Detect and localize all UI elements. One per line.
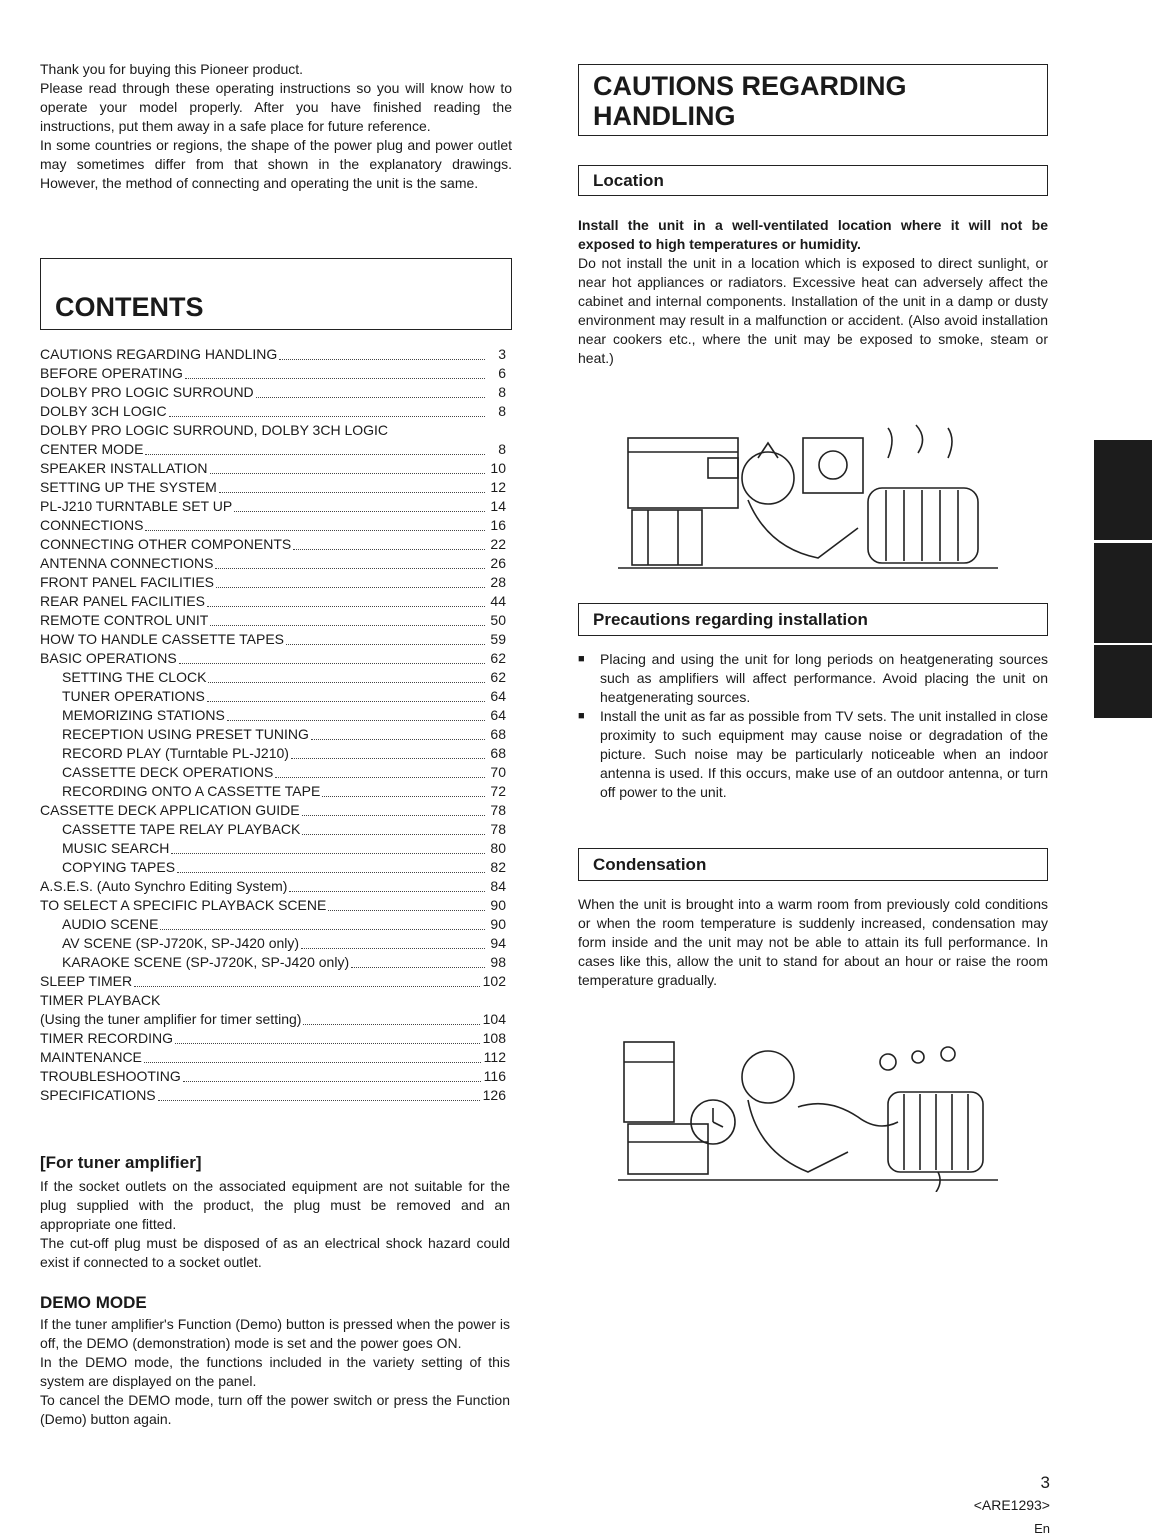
- toc-leader-dots: [227, 719, 485, 721]
- toc-entry-page: 44: [490, 593, 506, 609]
- intro-paragraph: In some countries or regions, the shape of the power plug and power outlet may sometimes differ from that shown in the explanatory drawings. However, the method of connecting and operating the unit is the same.: [40, 137, 512, 191]
- toc-entry-page: 8: [498, 384, 506, 400]
- toc-leader-dots: [210, 472, 485, 474]
- toc-entry-page: 104: [482, 1011, 506, 1027]
- toc-leader-dots: [328, 909, 485, 911]
- toc-leader-dots: [207, 605, 485, 607]
- toc-entry-title: RECORD PLAY (Turntable PL-J210): [62, 745, 289, 761]
- toc-entry-page: 68: [490, 745, 506, 761]
- toc-leader-dots: [286, 643, 485, 645]
- toc-leader-dots: [158, 1099, 480, 1101]
- toc-entry-page: 64: [490, 688, 506, 704]
- tuner-amplifier-paragraph: If the socket outlets on the associated equipment are not suitable for the plug supplied with the product, the plug must be removed and an appropriate one fitted.: [40, 1178, 510, 1232]
- toc-leader-dots: [275, 776, 485, 778]
- toc-entry-page: 8: [498, 441, 506, 457]
- toc-entry-title: CASSETTE DECK APPLICATION GUIDE: [40, 802, 300, 818]
- toc-leader-dots: [210, 624, 485, 626]
- tuner-amplifier-paragraph: The cut-off plug must be disposed of as an electrical shock hazard could exist if connected to a socket outlet.: [40, 1235, 510, 1270]
- toc-leader-dots: [216, 586, 485, 588]
- toc-leader-dots: [175, 1042, 480, 1044]
- toc-entry-title: TIMER RECORDING: [40, 1030, 173, 1046]
- toc-leader-dots: [207, 700, 485, 702]
- toc-entry-page: 26: [490, 555, 506, 571]
- toc-entry: [40, 592, 506, 611]
- location-section: [578, 216, 1048, 368]
- toc-entry: [40, 1029, 506, 1048]
- table-of-contents: [40, 345, 506, 1105]
- toc-entry-title: CONNECTIONS: [40, 517, 144, 533]
- toc-entry-title: MUSIC SEARCH: [62, 840, 170, 856]
- toc-entry: [40, 820, 506, 839]
- toc-entry-title: BEFORE OPERATING: [40, 365, 183, 381]
- toc-entry-page: 94: [490, 935, 506, 951]
- toc-leader-dots: [215, 567, 485, 569]
- toc-leader-dots: [183, 1080, 481, 1082]
- toc-entry-title: SLEEP TIMER: [40, 973, 133, 989]
- contents-title-box: [40, 258, 512, 330]
- toc-entry-title: SETTING UP THE SYSTEM: [40, 479, 217, 495]
- condensation-illustration: [618, 1032, 998, 1192]
- toc-entry-page: 8: [498, 403, 506, 419]
- toc-entry-page: 126: [482, 1087, 506, 1103]
- demo-mode-section: [40, 1293, 510, 1429]
- toc-entry: [40, 630, 506, 649]
- toc-leader-dots: [134, 985, 480, 987]
- toc-entry-page: 62: [490, 669, 506, 685]
- toc-leader-dots: [179, 662, 485, 664]
- location-bold-text: Install the unit in a well-ventilated location where it will not be exposed to high temperatures or humidity.: [578, 217, 1048, 252]
- toc-leader-dots: [208, 681, 485, 683]
- condensation-heading: Condensation: [593, 855, 707, 874]
- precautions-heading-box: [578, 603, 1048, 636]
- toc-leader-dots: [160, 928, 485, 930]
- precautions-list: [578, 650, 1048, 802]
- toc-entry-title: RECEPTION USING PRESET TUNING: [62, 726, 309, 742]
- demo-mode-paragraph: If the tuner amplifier's Function (Demo) button is pressed when the power is off, the DEMO (demonstration) mode is set and the power goes ON.: [40, 1316, 510, 1351]
- heat-illustration: [618, 418, 998, 578]
- toc-entry: [40, 459, 506, 478]
- toc-leader-dots: [144, 1061, 481, 1063]
- toc-entry: [40, 383, 506, 402]
- toc-entry-title: REAR PANEL FACILITIES: [40, 593, 205, 609]
- document-code: <ARE1293>: [973, 1497, 1050, 1513]
- toc-entry-page: 64: [490, 707, 506, 723]
- toc-entry-page: 78: [490, 802, 506, 818]
- toc-leader-dots: [302, 814, 485, 816]
- toc-entry-title: TUNER OPERATIONS: [62, 688, 205, 704]
- cautions-title-line1: CAUTIONS REGARDING: [593, 71, 907, 101]
- toc-entry-page: 6: [498, 365, 506, 381]
- toc-entry-title: DOLBY 3CH LOGIC: [40, 403, 167, 419]
- intro-section: [40, 60, 512, 193]
- toc-leader-dots: [256, 396, 485, 398]
- toc-entry-page: 108: [482, 1030, 506, 1046]
- toc-entry-title: A.S.E.S. (Auto Synchro Editing System): [40, 878, 288, 894]
- toc-entry-title: TO SELECT A SPECIFIC PLAYBACK SCENE: [40, 897, 327, 913]
- toc-entry-title: SPEAKER INSTALLATION: [40, 460, 208, 476]
- toc-entry: [40, 478, 506, 497]
- toc-entry-page: 78: [490, 821, 506, 837]
- precautions-heading: Precautions regarding installation: [593, 610, 868, 629]
- section-tab: [1094, 543, 1152, 643]
- cautions-title-line2: HANDLING: [593, 101, 736, 131]
- toc-entry: [40, 687, 506, 706]
- toc-entry: [40, 497, 506, 516]
- toc-entry-page: 70: [490, 764, 506, 780]
- toc-entry: [40, 611, 506, 630]
- toc-entry: [40, 535, 506, 554]
- toc-entry: [40, 706, 506, 725]
- cautions-title-box: [578, 64, 1048, 136]
- toc-leader-dots: [322, 795, 485, 797]
- toc-entry: [40, 421, 506, 440]
- toc-entry: [40, 1086, 506, 1105]
- toc-entry: [40, 972, 506, 991]
- demo-mode-paragraph: In the DEMO mode, the functions included in the variety setting of this system are displayed on the panel.: [40, 1354, 510, 1389]
- toc-entry-title: KARAOKE SCENE (SP-J720K, SP-J420 only): [62, 954, 350, 970]
- toc-leader-dots: [171, 852, 485, 854]
- toc-entry-title: CENTER MODE: [40, 441, 144, 457]
- toc-entry-title: SETTING THE CLOCK: [62, 669, 207, 685]
- section-tab: [1094, 440, 1152, 540]
- toc-entry-title: MEMORIZING STATIONS: [62, 707, 225, 723]
- toc-entry-page: 14: [490, 498, 506, 514]
- toc-entry-page: 102: [482, 973, 506, 989]
- toc-entry-page: 68: [490, 726, 506, 742]
- toc-entry: [40, 345, 506, 364]
- toc-entry-title: CASSETTE DECK OPERATIONS: [62, 764, 274, 780]
- toc-entry-page: 3: [498, 346, 506, 362]
- toc-entry-title: CASSETTE TAPE RELAY PLAYBACK: [62, 821, 301, 837]
- toc-leader-dots: [145, 453, 485, 455]
- toc-leader-dots: [311, 738, 485, 740]
- tuner-amplifier-heading: [For tuner amplifier]: [40, 1153, 202, 1172]
- toc-leader-dots: [219, 491, 485, 493]
- toc-entry-title: PL-J210 TURNTABLE SET UP: [40, 498, 233, 514]
- intro-paragraph: Please read through these operating instructions so you will know how to operate your model properly. After you have finished reading the instructions, put them away in a safe place for future reference.: [40, 80, 512, 134]
- toc-entry-page: 116: [483, 1068, 506, 1084]
- toc-entry-title: BASIC OPERATIONS: [40, 650, 177, 666]
- toc-leader-dots: [234, 510, 485, 512]
- toc-entry-page: 62: [490, 650, 506, 666]
- toc-entry-page: 98: [490, 954, 506, 970]
- toc-entry-title: SPECIFICATIONS: [40, 1087, 156, 1103]
- condensation-section: [578, 895, 1048, 990]
- toc-entry: [40, 649, 506, 668]
- toc-entry: [40, 896, 506, 915]
- toc-entry-page: 72: [490, 783, 506, 799]
- language-code: En: [1034, 1521, 1050, 1536]
- condensation-heading-box: [578, 848, 1048, 881]
- demo-mode-heading: DEMO MODE: [40, 1293, 147, 1312]
- toc-entry-title: FRONT PANEL FACILITIES: [40, 574, 215, 590]
- toc-leader-dots: [145, 529, 485, 531]
- toc-entry-page: 82: [490, 859, 506, 875]
- toc-entry: [40, 402, 506, 421]
- toc-leader-dots: [303, 1023, 479, 1025]
- toc-entry-title: DOLBY PRO LOGIC SURROUND: [40, 384, 254, 400]
- toc-leader-dots: [291, 757, 485, 759]
- toc-entry-title: MAINTENANCE: [40, 1049, 142, 1065]
- list-item: ■ Install the unit as far as possible from TV sets. The unit installed in close proximity to such equipment may cause noise or degradation of the picture. Such noise may be particularly noticeable when an indoor antenna is used. If this occurs, make use of an outdoor antenna, or turn off power to the unit.: [578, 708, 1048, 800]
- toc-entry: [40, 744, 506, 763]
- toc-entry-title: HOW TO HANDLE CASSETTE TAPES: [40, 631, 285, 647]
- toc-entry-page: 90: [490, 916, 506, 932]
- toc-entry-title: AV SCENE (SP-J720K, SP-J420 only): [62, 935, 300, 951]
- toc-entry: [40, 1010, 506, 1029]
- toc-entry: [40, 1048, 506, 1067]
- toc-leader-dots: [177, 871, 485, 873]
- location-heading-box: [578, 165, 1048, 196]
- toc-entry-page: 50: [490, 612, 506, 628]
- toc-leader-dots: [169, 415, 485, 417]
- toc-entry: [40, 858, 506, 877]
- toc-entry-page: 28: [490, 574, 506, 590]
- toc-entry-title: TROUBLESHOOTING: [40, 1068, 181, 1084]
- location-text: Do not install the unit in a location which is exposed to direct sunlight, or near hot appliances or radiators. Excessive heat can adversely affect the cabinet and internal components. Installation of the unit in a damp or dusty environment may result in a malfunction or accident. (Also avoid installation near cookers etc., where the unit may be exposed to smoke, steam or heat.): [578, 255, 1048, 366]
- toc-entry-page: 59: [490, 631, 506, 647]
- toc-entry: [40, 763, 506, 782]
- toc-entry-title: CONNECTING OTHER COMPONENTS: [40, 536, 292, 552]
- list-item: ■ Placing and using the unit for long periods on heatgenerating sources such as amplifiers will affect performance. Avoid placing the unit on heatgenerating sources.: [578, 651, 1048, 705]
- toc-entry: [40, 991, 506, 1010]
- toc-leader-dots: [302, 833, 485, 835]
- toc-entry-title: CAUTIONS REGARDING HANDLING: [40, 346, 278, 362]
- toc-entry-title: ANTENNA CONNECTIONS: [40, 555, 214, 571]
- toc-entry: [40, 573, 506, 592]
- demo-mode-paragraph: To cancel the DEMO mode, turn off the power switch or press the Function (Demo) button again.: [40, 1392, 510, 1427]
- toc-entry-title: (Using the tuner amplifier for timer setting): [40, 1011, 302, 1027]
- toc-entry-title: TIMER PLAYBACK: [40, 992, 161, 1008]
- toc-entry-page: 12: [490, 479, 506, 495]
- toc-entry: [40, 1067, 506, 1086]
- tuner-amplifier-section: [40, 1153, 510, 1272]
- toc-entry-page: 84: [490, 878, 506, 894]
- toc-entry: [40, 877, 506, 896]
- toc-entry: [40, 554, 506, 573]
- toc-entry-page: 112: [483, 1049, 506, 1065]
- bullet-square-icon: ■: [578, 710, 585, 722]
- toc-entry: [40, 364, 506, 383]
- toc-entry-page: 80: [490, 840, 506, 856]
- toc-entry: [40, 668, 506, 687]
- page-number: 3: [1040, 1473, 1050, 1492]
- toc-leader-dots: [279, 358, 485, 360]
- toc-entry-title: AUDIO SCENE: [62, 916, 159, 932]
- toc-entry-title: REMOTE CONTROL UNIT: [40, 612, 209, 628]
- intro-paragraph: Thank you for buying this Pioneer product.: [40, 61, 304, 77]
- contents-title: CONTENTS: [55, 292, 204, 322]
- toc-leader-dots: [301, 947, 485, 949]
- toc-entry-page: 22: [490, 536, 506, 552]
- toc-entry: [40, 934, 506, 953]
- toc-entry-title: DOLBY PRO LOGIC SURROUND, DOLBY 3CH LOGIC: [40, 422, 389, 438]
- toc-entry: [40, 801, 506, 820]
- condensation-text: When the unit is brought into a warm room from previously cold conditions or when the room temperature is suddenly increased, condensation may form inside and the unit may not be able to attain its full performance. In cases like this, allow the unit to stand for about an hour or raise the room temperature gradually.: [578, 896, 1048, 988]
- toc-entry: [40, 839, 506, 858]
- location-heading: Location: [593, 171, 664, 190]
- toc-entry-page: 90: [490, 897, 506, 913]
- toc-entry-page: 10: [490, 460, 506, 476]
- section-tab: [1094, 645, 1152, 718]
- toc-entry: [40, 725, 506, 744]
- bullet-square-icon: ■: [578, 653, 585, 665]
- toc-leader-dots: [293, 548, 485, 550]
- toc-entry-page: 16: [490, 517, 506, 533]
- toc-entry: [40, 440, 506, 459]
- toc-entry: [40, 915, 506, 934]
- toc-entry-title: RECORDING ONTO A CASSETTE TAPE: [62, 783, 321, 799]
- toc-leader-dots: [289, 890, 485, 892]
- toc-entry: [40, 953, 506, 972]
- toc-entry-title: COPYING TAPES: [62, 859, 176, 875]
- toc-entry: [40, 782, 506, 801]
- toc-leader-dots: [351, 966, 485, 968]
- toc-leader-dots: [185, 377, 485, 379]
- toc-entry: [40, 516, 506, 535]
